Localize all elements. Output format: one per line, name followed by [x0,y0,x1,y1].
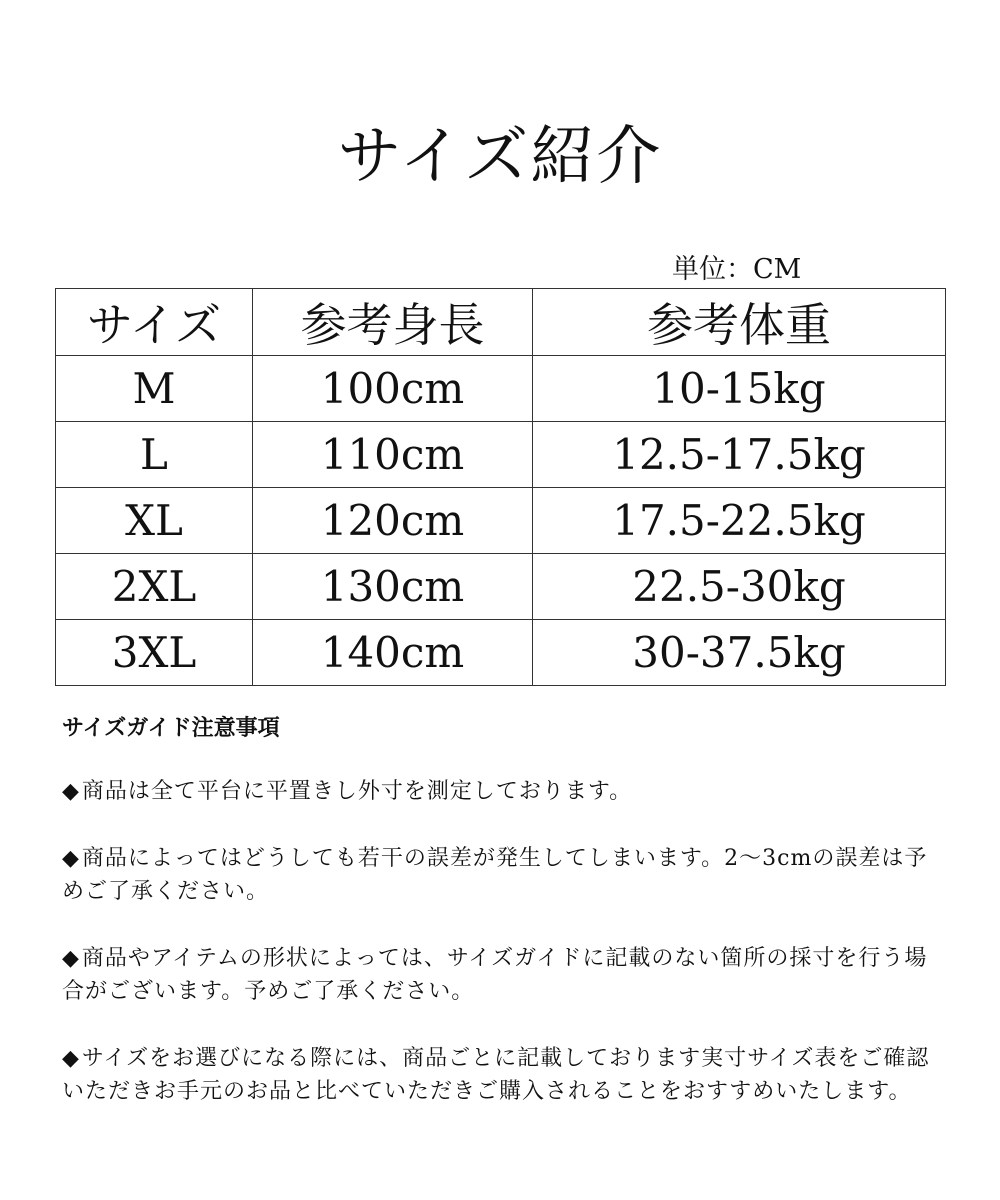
note-item [62,942,932,1008]
page-title: サイズ紹介 [337,120,663,194]
cell-size: M [56,356,253,422]
size-table [55,288,946,686]
cell-height: 120cm [253,488,533,554]
cell-size: L [56,422,253,488]
header-height: 参考身長 [253,289,533,356]
cell-weight: 17.5-22.5kg [533,488,946,554]
cell-height: 140cm [253,620,533,686]
cell-height: 100cm [253,356,533,422]
table-row [56,488,946,554]
note-item [62,1042,932,1108]
cell-weight: 22.5-30kg [533,554,946,620]
cell-size: 3XL [56,620,253,686]
header-weight: 参考体重 [533,289,946,356]
note-text: サイズをお選びになる際には、商品ごとに記載しております実寸サイズ表をご確認いただきお手元のお品と比べていただきご購入されることをおすすめいたします。 [62,1046,930,1104]
cell-weight: 12.5-17.5kg [533,422,946,488]
table-row [56,620,946,686]
notes-heading: サイズガイド注意事項 [62,715,280,741]
diamond-bullet-icon: ◆ [62,846,80,871]
note-item [62,775,932,808]
diamond-bullet-icon: ◆ [62,946,80,971]
cell-size: 2XL [56,554,253,620]
diamond-bullet-icon: ◆ [62,779,80,804]
cell-weight: 30-37.5kg [533,620,946,686]
table-row [56,422,946,488]
size-guide-notes [62,712,932,1142]
note-text: 商品は全て平台に平置きし外寸を測定しております。 [81,779,633,804]
table-header-row [56,289,946,356]
cell-weight: 10-15kg [533,356,946,422]
diamond-bullet-icon: ◆ [62,1046,80,1071]
note-text: 商品によってはどうしても若干の誤差が発生してしまいます。2～3cmの誤差は予めご了承ください。 [62,846,928,904]
cell-size: XL [56,488,253,554]
cell-height: 130cm [253,554,533,620]
unit-label: 単位：CM [672,254,802,285]
cell-height: 110cm [253,422,533,488]
note-item [62,842,932,908]
header-size: サイズ [56,289,253,356]
table-row [56,356,946,422]
table-row [56,554,946,620]
note-text: 商品やアイテムの形状によっては、サイズガイドに記載のない箇所の採寸を行う場合がございます。予めご了承ください。 [62,946,928,1004]
